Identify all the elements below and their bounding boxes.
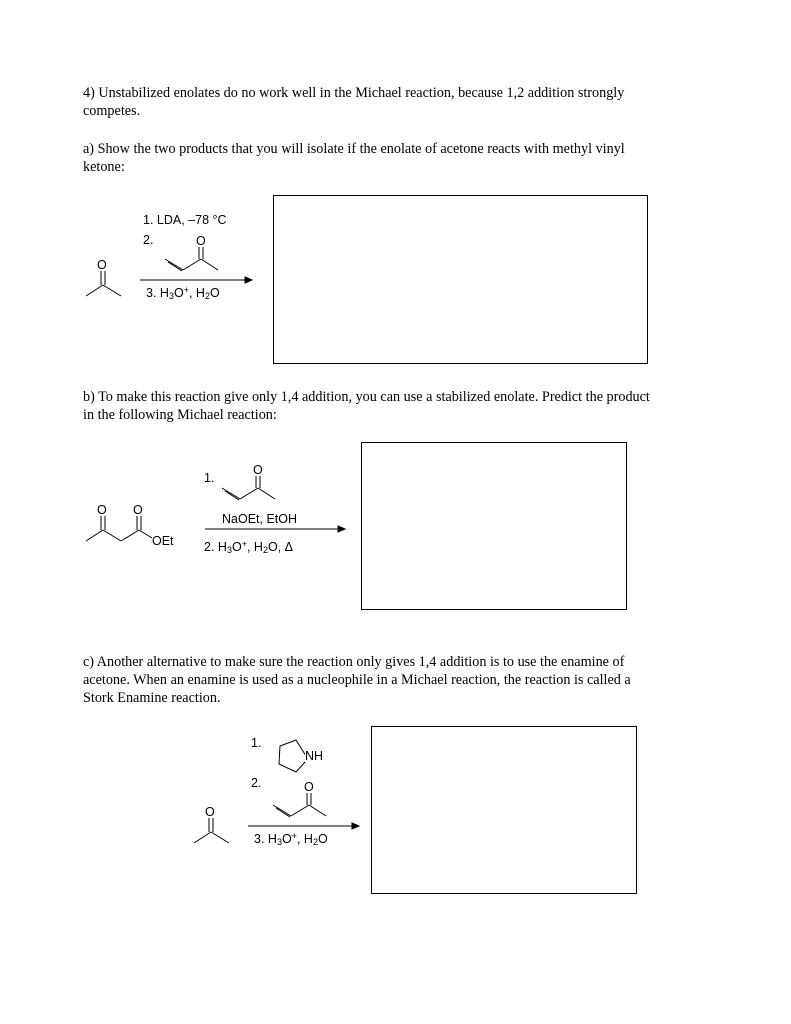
pyrrolidine-ring <box>279 740 306 772</box>
acetone-oxygen-a: O <box>97 258 107 272</box>
part-a-line-1: a) Show the two products that you will isolate if the enolate of acetone reacts with methyl vinyl <box>83 141 625 157</box>
reagent-a-step2: 2. <box>143 233 154 247</box>
mvk-c-vinyl-1 <box>273 805 291 816</box>
reagent-c-step2: 2. <box>251 776 262 790</box>
eaa-ester-oxygen: O <box>133 503 143 517</box>
intro-line-2: competes. <box>83 103 141 119</box>
reagent-b-base: NaOEt, EtOH <box>222 512 298 526</box>
mvk-c-vinyl-2 <box>276 808 290 817</box>
part-c-line-2: acetone. When an enamine is used as a nucleophile in a Michael reaction, the reaction is called a <box>83 672 631 688</box>
reaction-arrow-c-head <box>352 823 359 829</box>
reagent-c-step1: 1. <box>251 736 262 750</box>
part-a-line-2: ketone: <box>83 159 125 175</box>
part-b-line-2: in the following Michael reaction: <box>83 407 277 423</box>
part-b-line-1: b) To make this reaction give only 1,4 addition, you can use a stabilized enolate. Predict the product <box>83 389 650 405</box>
reagent-a-step3: 3. $H_3O^+$, $H_2O$ <box>146 285 220 301</box>
pyrrolidine-nh: NH <box>305 749 324 763</box>
reagent-a-step1: 1. LDA, –78 °C <box>143 213 227 227</box>
mvk-oxygen-b: O <box>253 463 263 477</box>
eaa-ketone-oxygen: O <box>97 503 107 517</box>
acetone-c-bond-right <box>211 832 229 843</box>
part-c-line-3: Stork Enamine reaction. <box>83 690 221 706</box>
acetone-c-bond-left <box>194 832 211 843</box>
reagent-b-step2: 2. $H_3O^+$, $H_2O$, Δ <box>204 539 293 555</box>
mvk-oxygen-a: O <box>196 234 206 248</box>
mvk-c-methyl <box>309 805 326 816</box>
intro-line-1: 4) Unstabilized enolates do no work well in the Michael reaction, because 1,2 addition strongly <box>83 85 625 101</box>
part-c-line-1: c) Another alternative to make sure the reaction only gives 1,4 addition is to use the enamine of <box>83 654 625 670</box>
acetone-oxygen-c: O <box>205 805 215 819</box>
reagent-c-step3: 3. $H_3O^+$, $H_2O$ <box>254 831 328 847</box>
reagent-b-step1: 1. <box>204 471 215 485</box>
mvk-oxygen-c: O <box>304 780 314 794</box>
answer-box-c[interactable] <box>371 726 637 894</box>
mvk-c-center <box>291 805 309 816</box>
eaa-oet-label: OEt <box>152 534 174 548</box>
